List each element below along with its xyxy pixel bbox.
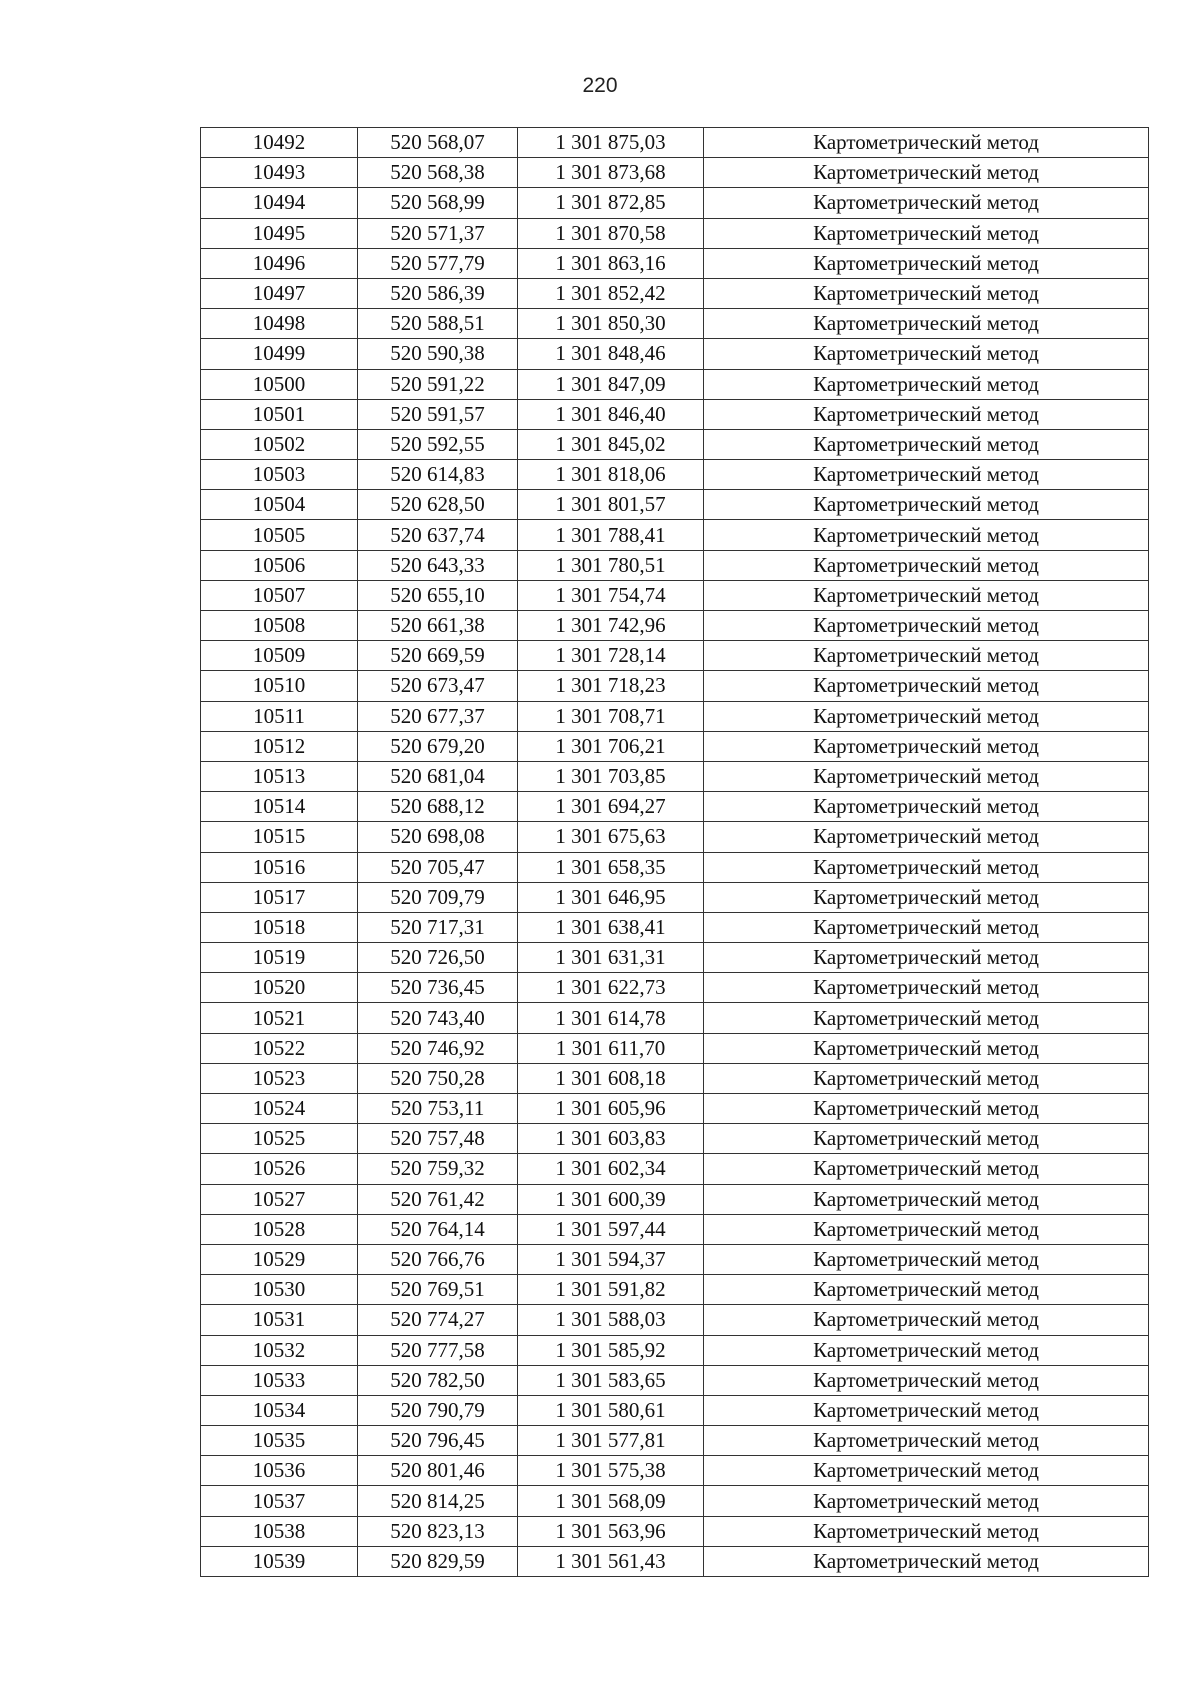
table-row [201,429,1149,459]
point-number-cell: 10531 [201,1305,358,1335]
y-coordinate-cell: 1 301 588,03 [518,1305,704,1335]
table-row [201,1214,1149,1244]
method-cell: Картометрический метод [704,1335,1149,1365]
method-cell: Картометрический метод [704,520,1149,550]
table-row [201,520,1149,550]
point-number-cell: 10509 [201,641,358,671]
table-row [201,943,1149,973]
x-coordinate-cell: 520 591,22 [358,369,518,399]
method-cell: Картометрический метод [704,1516,1149,1546]
table-row [201,550,1149,580]
y-coordinate-cell: 1 301 568,09 [518,1486,704,1516]
method-cell: Картометрический метод [704,1124,1149,1154]
x-coordinate-cell: 520 726,50 [358,943,518,973]
method-cell: Картометрический метод [704,158,1149,188]
point-number-cell: 10498 [201,309,358,339]
point-number-cell: 10524 [201,1094,358,1124]
y-coordinate-cell: 1 301 694,27 [518,792,704,822]
point-number-cell: 10508 [201,611,358,641]
method-cell: Картометрический метод [704,822,1149,852]
x-coordinate-cell: 520 677,37 [358,701,518,731]
point-number-cell: 10519 [201,943,358,973]
method-cell: Картометрический метод [704,641,1149,671]
method-cell: Картометрический метод [704,1456,1149,1486]
x-coordinate-cell: 520 590,38 [358,339,518,369]
method-cell: Картометрический метод [704,128,1149,158]
point-number-cell: 10501 [201,399,358,429]
table-row [201,701,1149,731]
x-coordinate-cell: 520 750,28 [358,1063,518,1093]
y-coordinate-cell: 1 301 600,39 [518,1184,704,1214]
x-coordinate-cell: 520 586,39 [358,278,518,308]
point-number-cell: 10538 [201,1516,358,1546]
y-coordinate-cell: 1 301 872,85 [518,188,704,218]
table-row [201,1546,1149,1576]
table-row [201,339,1149,369]
table-row [201,1063,1149,1093]
method-cell: Картометрический метод [704,490,1149,520]
table-row [201,1305,1149,1335]
method-cell: Картометрический метод [704,460,1149,490]
table-row [201,1516,1149,1546]
point-number-cell: 10533 [201,1365,358,1395]
point-number-cell: 10504 [201,490,358,520]
table-row [201,1486,1149,1516]
method-cell: Картометрический метод [704,1546,1149,1576]
point-number-cell: 10517 [201,882,358,912]
x-coordinate-cell: 520 688,12 [358,792,518,822]
y-coordinate-cell: 1 301 754,74 [518,580,704,610]
method-cell: Картометрический метод [704,1305,1149,1335]
point-number-cell: 10539 [201,1546,358,1576]
table-row [201,852,1149,882]
method-cell: Картометрический метод [704,943,1149,973]
table-row [201,1365,1149,1395]
y-coordinate-cell: 1 301 622,73 [518,973,704,1003]
x-coordinate-cell: 520 829,59 [358,1546,518,1576]
table-row [201,278,1149,308]
table-row [201,460,1149,490]
x-coordinate-cell: 520 614,83 [358,460,518,490]
point-number-cell: 10527 [201,1184,358,1214]
method-cell: Картометрический метод [704,852,1149,882]
y-coordinate-cell: 1 301 614,78 [518,1003,704,1033]
method-cell: Картометрический метод [704,973,1149,1003]
method-cell: Картометрический метод [704,1395,1149,1425]
x-coordinate-cell: 520 592,55 [358,429,518,459]
x-coordinate-cell: 520 823,13 [358,1516,518,1546]
y-coordinate-cell: 1 301 563,96 [518,1516,704,1546]
table-row [201,1094,1149,1124]
coordinates-table-wrapper [200,127,1148,1577]
x-coordinate-cell: 520 637,74 [358,520,518,550]
y-coordinate-cell: 1 301 580,61 [518,1395,704,1425]
x-coordinate-cell: 520 764,14 [358,1214,518,1244]
x-coordinate-cell: 520 655,10 [358,580,518,610]
point-number-cell: 10494 [201,188,358,218]
x-coordinate-cell: 520 743,40 [358,1003,518,1033]
y-coordinate-cell: 1 301 818,06 [518,460,704,490]
y-coordinate-cell: 1 301 848,46 [518,339,704,369]
point-number-cell: 10495 [201,218,358,248]
y-coordinate-cell: 1 301 845,02 [518,429,704,459]
point-number-cell: 10530 [201,1275,358,1305]
method-cell: Картометрический метод [704,248,1149,278]
method-cell: Картометрический метод [704,761,1149,791]
x-coordinate-cell: 520 669,59 [358,641,518,671]
x-coordinate-cell: 520 777,58 [358,1335,518,1365]
y-coordinate-cell: 1 301 846,40 [518,399,704,429]
point-number-cell: 10510 [201,671,358,701]
table-row [201,1456,1149,1486]
point-number-cell: 10528 [201,1214,358,1244]
x-coordinate-cell: 520 814,25 [358,1486,518,1516]
x-coordinate-cell: 520 681,04 [358,761,518,791]
table-row [201,1335,1149,1365]
y-coordinate-cell: 1 301 703,85 [518,761,704,791]
table-row [201,641,1149,671]
x-coordinate-cell: 520 769,51 [358,1275,518,1305]
point-number-cell: 10518 [201,912,358,942]
x-coordinate-cell: 520 643,33 [358,550,518,580]
table-row [201,158,1149,188]
y-coordinate-cell: 1 301 646,95 [518,882,704,912]
table-row [201,580,1149,610]
point-number-cell: 10497 [201,278,358,308]
method-cell: Картометрический метод [704,278,1149,308]
y-coordinate-cell: 1 301 742,96 [518,611,704,641]
y-coordinate-cell: 1 301 603,83 [518,1124,704,1154]
page-number: 220 [582,74,618,97]
method-cell: Картометрический метод [704,1063,1149,1093]
point-number-cell: 10505 [201,520,358,550]
x-coordinate-cell: 520 759,32 [358,1154,518,1184]
y-coordinate-cell: 1 301 575,38 [518,1456,704,1486]
method-cell: Картометрический метод [704,912,1149,942]
x-coordinate-cell: 520 628,50 [358,490,518,520]
method-cell: Картометрический метод [704,1154,1149,1184]
point-number-cell: 10535 [201,1426,358,1456]
table-row [201,248,1149,278]
x-coordinate-cell: 520 679,20 [358,731,518,761]
method-cell: Картометрический метод [704,1486,1149,1516]
y-coordinate-cell: 1 301 788,41 [518,520,704,550]
point-number-cell: 10534 [201,1395,358,1425]
point-number-cell: 10521 [201,1003,358,1033]
y-coordinate-cell: 1 301 852,42 [518,278,704,308]
table-row [201,973,1149,1003]
table-row [201,369,1149,399]
point-number-cell: 10513 [201,761,358,791]
method-cell: Картометрический метод [704,399,1149,429]
y-coordinate-cell: 1 301 870,58 [518,218,704,248]
y-coordinate-cell: 1 301 847,09 [518,369,704,399]
method-cell: Картометрический метод [704,792,1149,822]
point-number-cell: 10503 [201,460,358,490]
y-coordinate-cell: 1 301 801,57 [518,490,704,520]
method-cell: Картометрический метод [704,550,1149,580]
x-coordinate-cell: 520 761,42 [358,1184,518,1214]
x-coordinate-cell: 520 588,51 [358,309,518,339]
table-row [201,218,1149,248]
table-row [201,1124,1149,1154]
x-coordinate-cell: 520 591,57 [358,399,518,429]
method-cell: Картометрический метод [704,1365,1149,1395]
table-row [201,1275,1149,1305]
point-number-cell: 10506 [201,550,358,580]
method-cell: Картометрический метод [704,882,1149,912]
x-coordinate-cell: 520 568,38 [358,158,518,188]
y-coordinate-cell: 1 301 561,43 [518,1546,704,1576]
y-coordinate-cell: 1 301 577,81 [518,1426,704,1456]
y-coordinate-cell: 1 301 585,92 [518,1335,704,1365]
method-cell: Картометрический метод [704,429,1149,459]
y-coordinate-cell: 1 301 591,82 [518,1275,704,1305]
method-cell: Картометрический метод [704,218,1149,248]
y-coordinate-cell: 1 301 608,18 [518,1063,704,1093]
table-row [201,822,1149,852]
coordinates-table [200,127,1149,1577]
point-number-cell: 10522 [201,1033,358,1063]
point-number-cell: 10496 [201,248,358,278]
table-row [201,882,1149,912]
point-number-cell: 10516 [201,852,358,882]
y-coordinate-cell: 1 301 675,63 [518,822,704,852]
y-coordinate-cell: 1 301 605,96 [518,1094,704,1124]
table-row [201,1003,1149,1033]
table-row [201,490,1149,520]
table-row [201,731,1149,761]
point-number-cell: 10525 [201,1124,358,1154]
x-coordinate-cell: 520 568,07 [358,128,518,158]
x-coordinate-cell: 520 568,99 [358,188,518,218]
y-coordinate-cell: 1 301 875,03 [518,128,704,158]
table-row [201,309,1149,339]
y-coordinate-cell: 1 301 863,16 [518,248,704,278]
x-coordinate-cell: 520 801,46 [358,1456,518,1486]
point-number-cell: 10514 [201,792,358,822]
table-row [201,399,1149,429]
x-coordinate-cell: 520 577,79 [358,248,518,278]
method-cell: Картометрический метод [704,309,1149,339]
x-coordinate-cell: 520 709,79 [358,882,518,912]
method-cell: Картометрический метод [704,339,1149,369]
method-cell: Картометрический метод [704,1184,1149,1214]
method-cell: Картометрический метод [704,731,1149,761]
point-number-cell: 10520 [201,973,358,1003]
y-coordinate-cell: 1 301 583,65 [518,1365,704,1395]
y-coordinate-cell: 1 301 611,70 [518,1033,704,1063]
table-row [201,761,1149,791]
x-coordinate-cell: 520 782,50 [358,1365,518,1395]
x-coordinate-cell: 520 757,48 [358,1124,518,1154]
method-cell: Картометрический метод [704,1214,1149,1244]
coordinates-table-body [201,128,1149,1577]
method-cell: Картометрический метод [704,1094,1149,1124]
table-row [201,1033,1149,1063]
table-row [201,611,1149,641]
y-coordinate-cell: 1 301 873,68 [518,158,704,188]
x-coordinate-cell: 520 698,08 [358,822,518,852]
point-number-cell: 10507 [201,580,358,610]
table-row [201,1395,1149,1425]
table-row [201,912,1149,942]
x-coordinate-cell: 520 673,47 [358,671,518,701]
method-cell: Картометрический метод [704,188,1149,218]
point-number-cell: 10499 [201,339,358,369]
x-coordinate-cell: 520 790,79 [358,1395,518,1425]
x-coordinate-cell: 520 661,38 [358,611,518,641]
method-cell: Картометрический метод [704,1275,1149,1305]
point-number-cell: 10523 [201,1063,358,1093]
method-cell: Картометрический метод [704,1244,1149,1274]
y-coordinate-cell: 1 301 706,21 [518,731,704,761]
point-number-cell: 10511 [201,701,358,731]
x-coordinate-cell: 520 571,37 [358,218,518,248]
method-cell: Картометрический метод [704,369,1149,399]
y-coordinate-cell: 1 301 728,14 [518,641,704,671]
point-number-cell: 10502 [201,429,358,459]
x-coordinate-cell: 520 736,45 [358,973,518,1003]
table-row [201,1244,1149,1274]
point-number-cell: 10529 [201,1244,358,1274]
y-coordinate-cell: 1 301 602,34 [518,1154,704,1184]
x-coordinate-cell: 520 766,76 [358,1244,518,1274]
x-coordinate-cell: 520 746,92 [358,1033,518,1063]
method-cell: Картометрический метод [704,671,1149,701]
y-coordinate-cell: 1 301 631,31 [518,943,704,973]
point-number-cell: 10537 [201,1486,358,1516]
table-row [201,792,1149,822]
table-row [201,188,1149,218]
table-row [201,1426,1149,1456]
point-number-cell: 10536 [201,1456,358,1486]
y-coordinate-cell: 1 301 850,30 [518,309,704,339]
method-cell: Картометрический метод [704,1033,1149,1063]
method-cell: Картометрический метод [704,1426,1149,1456]
method-cell: Картометрический метод [704,611,1149,641]
point-number-cell: 10532 [201,1335,358,1365]
y-coordinate-cell: 1 301 708,71 [518,701,704,731]
y-coordinate-cell: 1 301 594,37 [518,1244,704,1274]
x-coordinate-cell: 520 717,31 [358,912,518,942]
method-cell: Картометрический метод [704,580,1149,610]
point-number-cell: 10515 [201,822,358,852]
y-coordinate-cell: 1 301 718,23 [518,671,704,701]
table-row [201,128,1149,158]
method-cell: Картометрический метод [704,1003,1149,1033]
x-coordinate-cell: 520 705,47 [358,852,518,882]
point-number-cell: 10526 [201,1154,358,1184]
x-coordinate-cell: 520 774,27 [358,1305,518,1335]
x-coordinate-cell: 520 796,45 [358,1426,518,1456]
y-coordinate-cell: 1 301 597,44 [518,1214,704,1244]
y-coordinate-cell: 1 301 780,51 [518,550,704,580]
table-row [201,1184,1149,1214]
y-coordinate-cell: 1 301 638,41 [518,912,704,942]
x-coordinate-cell: 520 753,11 [358,1094,518,1124]
point-number-cell: 10492 [201,128,358,158]
y-coordinate-cell: 1 301 658,35 [518,852,704,882]
table-row [201,1154,1149,1184]
point-number-cell: 10493 [201,158,358,188]
table-row [201,671,1149,701]
method-cell: Картометрический метод [704,701,1149,731]
point-number-cell: 10512 [201,731,358,761]
point-number-cell: 10500 [201,369,358,399]
